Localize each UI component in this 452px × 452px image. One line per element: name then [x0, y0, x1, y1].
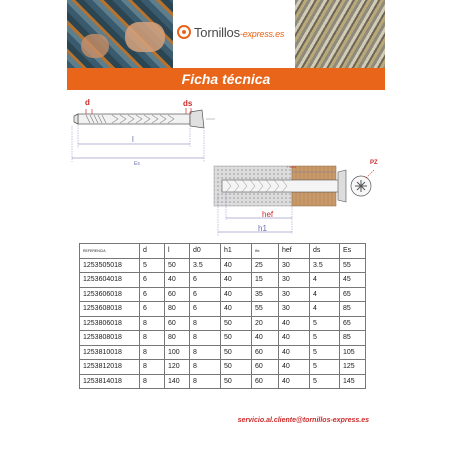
table-cell: 60 — [252, 374, 279, 389]
table-row — [80, 302, 366, 317]
table-row — [80, 273, 366, 288]
table-row — [80, 258, 366, 273]
col-h1: h1 — [221, 244, 252, 259]
table-cell: 125 — [340, 360, 366, 375]
table-cell: 30 — [279, 302, 310, 317]
col-es: Es — [340, 244, 366, 259]
label-l: l — [132, 135, 134, 144]
table-cell: 30 — [279, 287, 310, 302]
table-cell: 60 — [165, 316, 190, 331]
table-row — [80, 374, 366, 389]
brand-block — [173, 0, 295, 68]
table-cell: 1253505018 — [80, 258, 140, 273]
table-cell: 6 — [140, 302, 165, 317]
table-cell: 60 — [252, 345, 279, 360]
table-cell: 4 — [310, 287, 340, 302]
label-h1: h1 — [258, 224, 267, 233]
col-d: d — [140, 244, 165, 259]
table-cell: 4 — [310, 273, 340, 288]
table-cell: 105 — [340, 345, 366, 360]
table-cell: 50 — [221, 331, 252, 346]
col-d0: d0 — [190, 244, 221, 259]
label-ds: ds — [183, 99, 193, 108]
table-cell: 65 — [340, 316, 366, 331]
table-row — [80, 360, 366, 375]
screws-photo — [295, 0, 385, 68]
table-cell: 1253606018 — [80, 287, 140, 302]
label-tfix: T fixture — [287, 166, 296, 169]
table-cell: 50 — [165, 258, 190, 273]
table-cell: 6 — [190, 273, 221, 288]
table-cell: 1253608018 — [80, 302, 140, 317]
table-cell: 5 — [310, 374, 340, 389]
table-cell: 60 — [165, 287, 190, 302]
table-row — [80, 331, 366, 346]
table-cell: 5 — [310, 345, 340, 360]
table-cell: 50 — [221, 360, 252, 375]
table-cell: 8 — [190, 374, 221, 389]
table-cell: 40 — [221, 302, 252, 317]
table-cell: 15 — [252, 273, 279, 288]
table-cell: 25 — [252, 258, 279, 273]
technical-drawing — [0, 92, 452, 242]
brand-logo-icon — [177, 25, 191, 39]
spec-table-header — [80, 244, 366, 259]
table-cell: 8 — [140, 360, 165, 375]
table-cell: 40 — [279, 331, 310, 346]
table-cell: 8 — [190, 345, 221, 360]
table-cell: 1253808018 — [80, 331, 140, 346]
label-d: d — [85, 98, 90, 107]
table-cell: 5 — [310, 331, 340, 346]
table-cell: 8 — [190, 360, 221, 375]
table-cell: 50 — [221, 316, 252, 331]
table-cell: 85 — [340, 302, 366, 317]
label-hef: hef — [262, 210, 274, 219]
table-cell: 50 — [221, 374, 252, 389]
table-cell: 8 — [140, 316, 165, 331]
table-cell: 8 — [190, 316, 221, 331]
table-cell: 40 — [279, 345, 310, 360]
table-cell: 8 — [190, 331, 221, 346]
label-pz: PZ — [370, 160, 378, 166]
table-cell: 85 — [340, 331, 366, 346]
table-cell: 40 — [279, 360, 310, 375]
table-cell: 40 — [221, 258, 252, 273]
table-cell: 30 — [279, 258, 310, 273]
table-cell: 8 — [140, 374, 165, 389]
table-cell: 6 — [140, 273, 165, 288]
table-cell: 1253814018 — [80, 374, 140, 389]
footer-email: servicio.al.cliente@tornillos-express.es — [237, 417, 369, 424]
anchor-installed-view — [214, 166, 374, 236]
table-cell: 20 — [252, 316, 279, 331]
table-cell: 120 — [165, 360, 190, 375]
table-cell: 6 — [140, 287, 165, 302]
table-cell: 5 — [140, 258, 165, 273]
table-cell: 5 — [310, 360, 340, 375]
col-ds: ds — [310, 244, 340, 259]
col-tfix: tfix — [252, 244, 279, 259]
table-cell: 30 — [279, 273, 310, 288]
table-cell: 1253806018 — [80, 316, 140, 331]
table-cell: 3.5 — [190, 258, 221, 273]
table-cell: 1253604018 — [80, 273, 140, 288]
table-cell: 4 — [310, 302, 340, 317]
label-es: Es — [134, 161, 140, 167]
table-cell: 8 — [140, 331, 165, 346]
table-cell: 55 — [252, 302, 279, 317]
table-cell: 40 — [165, 273, 190, 288]
table-cell: 80 — [165, 302, 190, 317]
tools-photo — [67, 0, 173, 68]
table-cell: 60 — [252, 360, 279, 375]
anchor-side-view — [72, 108, 215, 162]
brand-accent: -express.es — [239, 29, 285, 39]
table-cell: 5 — [310, 316, 340, 331]
table-cell: 140 — [165, 374, 190, 389]
brand-name: Tornillos-express.es — [194, 25, 285, 40]
table-row — [80, 287, 366, 302]
table-cell: 40 — [279, 374, 310, 389]
table-cell: 6 — [190, 302, 221, 317]
table-cell: 80 — [165, 331, 190, 346]
table-cell: 65 — [340, 287, 366, 302]
header-banner — [67, 0, 385, 68]
col-reference: REFERENCIA — [80, 244, 140, 259]
table-cell: 40 — [221, 287, 252, 302]
title-banner — [67, 68, 385, 90]
spec-table — [79, 243, 366, 389]
table-cell: 145 — [340, 374, 366, 389]
table-row — [80, 345, 366, 360]
table-cell: 45 — [340, 273, 366, 288]
table-cell: 1253810018 — [80, 345, 140, 360]
col-hef: hef — [279, 244, 310, 259]
table-cell: 50 — [221, 345, 252, 360]
table-cell: 55 — [340, 258, 366, 273]
table-cell: 100 — [165, 345, 190, 360]
table-cell: 40 — [279, 316, 310, 331]
table-cell: 35 — [252, 287, 279, 302]
table-row — [80, 316, 366, 331]
table-cell: 40 — [252, 331, 279, 346]
page-title: Ficha técnica — [181, 71, 271, 87]
table-cell: 8 — [140, 345, 165, 360]
table-cell: 1253812018 — [80, 360, 140, 375]
col-l: l — [165, 244, 190, 259]
spec-table-body — [80, 258, 366, 389]
table-cell: 6 — [190, 287, 221, 302]
table-cell: 40 — [221, 273, 252, 288]
table-cell: 3.5 — [310, 258, 340, 273]
